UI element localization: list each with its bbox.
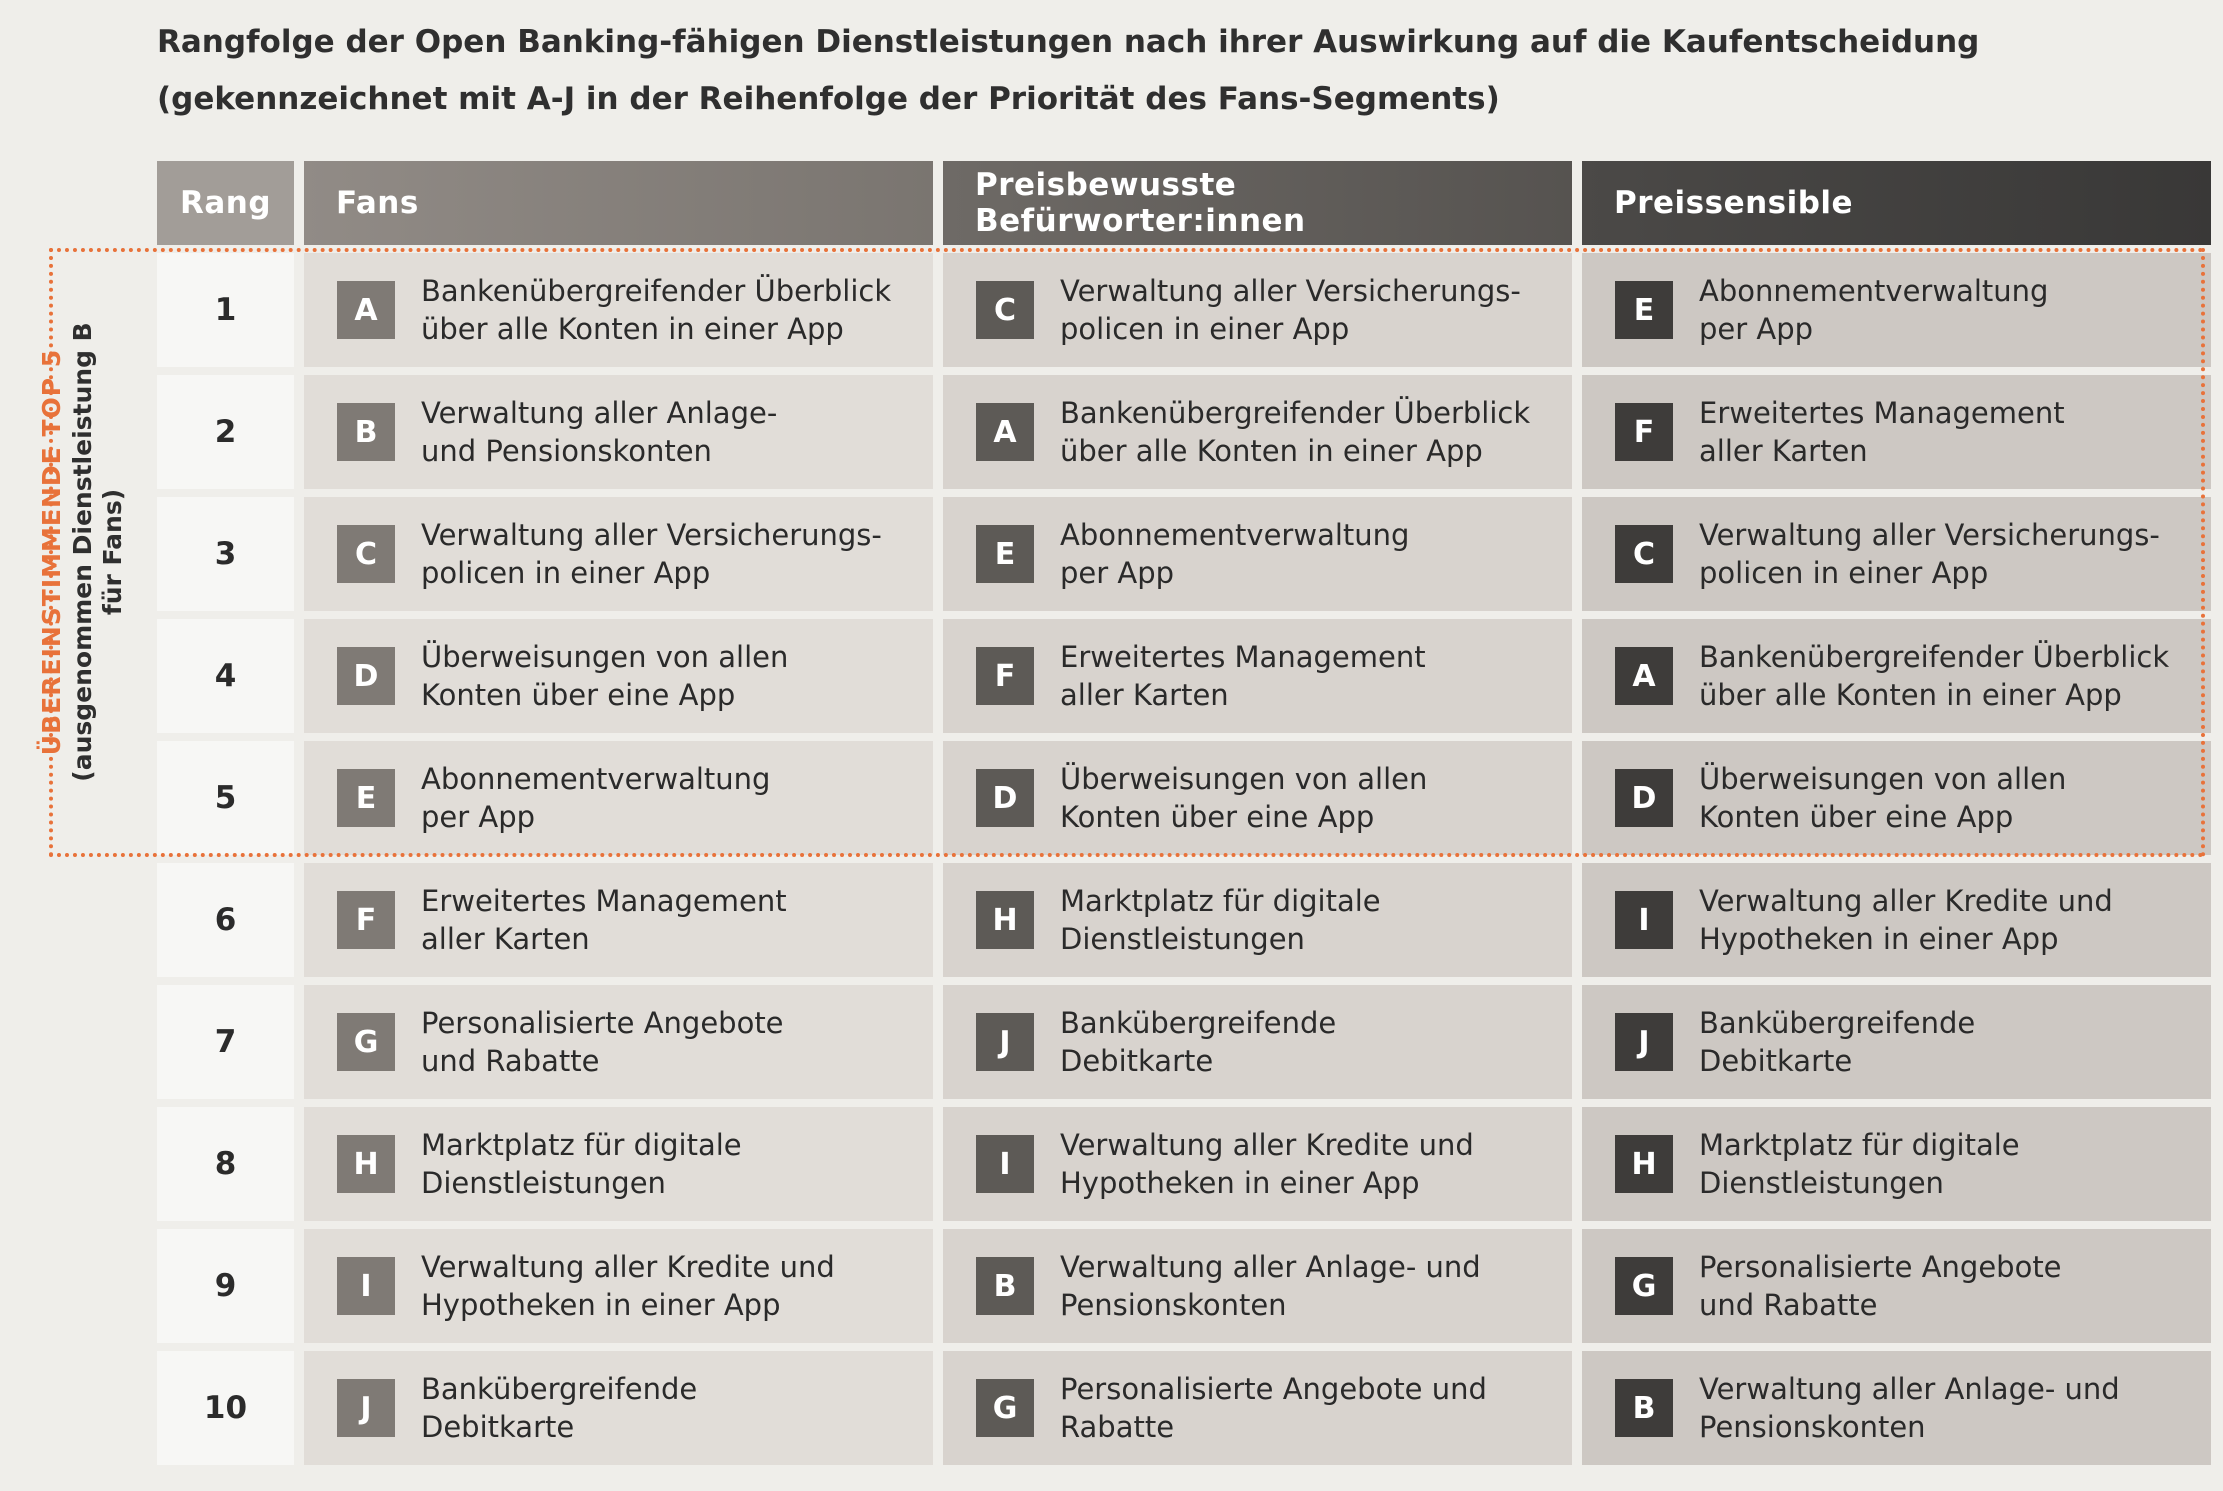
service-name: Marktplatz für digitale Dienstleistungen — [1060, 884, 1381, 956]
service-letter-badge: J — [337, 1379, 395, 1437]
service-letter-badge: C — [976, 281, 1034, 339]
top5-side-label — [22, 202, 142, 902]
service-letter-badge: H — [337, 1135, 395, 1193]
price-conscious-cell — [943, 741, 1572, 855]
service-name: Verwaltung aller Anlage- und Pensionskonten — [1060, 1250, 1481, 1322]
fans-cell — [304, 741, 933, 855]
service-name: Erweitertes Management aller Karten — [1699, 396, 2065, 468]
service-letter-badge: I — [1615, 891, 1673, 949]
service-letter-badge: J — [976, 1013, 1034, 1071]
rank-cell: 4 — [157, 619, 294, 733]
service-name: Marktplatz für digitale Dienstleistungen — [1699, 1128, 2020, 1200]
service-name: Marktplatz für digitale Dienstleistungen — [421, 1128, 742, 1200]
rank-cell: 3 — [157, 497, 294, 611]
service-letter-badge: C — [337, 525, 395, 583]
service-name: Verwaltung aller Anlage- und Pensionskonten — [421, 396, 778, 468]
price-conscious-cell — [943, 253, 1572, 367]
fans-cell — [304, 863, 933, 977]
price-sensitive-cell — [1582, 741, 2211, 855]
top5-label: ÜBEREINSTIMMENDE TOP 5 — [37, 348, 66, 756]
service-letter-badge: E — [337, 769, 395, 827]
rank-cell: 9 — [157, 1229, 294, 1343]
fans-cell — [304, 1351, 933, 1465]
service-name: Erweitertes Management aller Karten — [421, 884, 787, 956]
service-letter-badge: B — [976, 1257, 1034, 1315]
fans-cell — [304, 497, 933, 611]
price-conscious-cell — [943, 1107, 1572, 1221]
service-name: Verwaltung aller Versicherungs- policen in einer App — [1699, 518, 2160, 590]
service-letter-badge: E — [1615, 281, 1673, 339]
price-sensitive-cell — [1582, 253, 2211, 367]
service-name: Verwaltung aller Kredite und Hypotheken in einer App — [1699, 884, 2113, 956]
rank-cell: 2 — [157, 375, 294, 489]
rank-cell: 7 — [157, 985, 294, 1099]
fans-cell — [304, 985, 933, 1099]
service-letter-badge: B — [1615, 1379, 1673, 1437]
service-name: Überweisungen von allen Konten über eine App — [1699, 762, 2067, 834]
fans-cell — [304, 619, 933, 733]
service-name: Erweitertes Management aller Karten — [1060, 640, 1426, 712]
service-name: Verwaltung aller Anlage- und Pensionskonten — [1699, 1372, 2120, 1444]
service-name: Überweisungen von allen Konten über eine App — [1060, 762, 1428, 834]
service-name: Verwaltung aller Kredite und Hypotheken in einer App — [1060, 1128, 1474, 1200]
price-conscious-cell — [943, 497, 1572, 611]
service-name: Abonnementverwaltung per App — [1060, 518, 1410, 590]
price-sensitive-cell — [1582, 497, 2211, 611]
price-sensitive-cell — [1582, 375, 2211, 489]
price-conscious-cell — [943, 619, 1572, 733]
service-name: Personalisierte Angebote und Rabatte — [421, 1006, 784, 1078]
service-letter-badge: I — [976, 1135, 1034, 1193]
service-letter-badge: F — [976, 647, 1034, 705]
fans-cell — [304, 1229, 933, 1343]
service-letter-badge: A — [1615, 647, 1673, 705]
top5-note-line2: für Fans) — [98, 488, 127, 616]
service-letter-badge: G — [976, 1379, 1034, 1437]
service-name: Verwaltung aller Versicherungs- policen in einer App — [421, 518, 882, 590]
service-name: Abonnementverwaltung per App — [421, 762, 771, 834]
rank-cell: 6 — [157, 863, 294, 977]
service-letter-badge: J — [1615, 1013, 1673, 1071]
price-conscious-cell — [943, 985, 1572, 1099]
service-name: Bankenübergreifender Überblick über alle Konten in einer App — [421, 274, 892, 346]
service-name: Personalisierte Angebote und Rabatte — [1060, 1372, 1487, 1444]
service-name: Verwaltung aller Versicherungs- policen in einer App — [1060, 274, 1521, 346]
price-sensitive-cell — [1582, 1351, 2211, 1465]
service-name: Verwaltung aller Kredite und Hypotheken in einer App — [421, 1250, 835, 1322]
fans-cell — [304, 1107, 933, 1221]
price-conscious-cell — [943, 863, 1572, 977]
service-letter-badge: G — [337, 1013, 395, 1071]
header-price-sensitive: Preissensible — [1582, 161, 2211, 245]
service-letter-badge: D — [337, 647, 395, 705]
price-conscious-cell — [943, 375, 1572, 489]
price-sensitive-cell — [1582, 1107, 2211, 1221]
service-letter-badge: A — [337, 281, 395, 339]
service-letter-badge: A — [976, 403, 1034, 461]
top5-note-line1: (ausgenommen Dienstleistung B — [68, 322, 97, 782]
service-name: Bankenübergreifender Überblick über alle Konten in einer App — [1699, 640, 2170, 712]
header-fans: Fans — [304, 161, 933, 245]
service-letter-badge: G — [1615, 1257, 1673, 1315]
fans-cell — [304, 253, 933, 367]
page-title: Rangfolge der Open Banking-fähigen Dienstleistungen nach ihrer Auswirkung auf die Kaufentscheidung (gekennzeichnet mit A-J in der Reihenfolge der Priorität des Fans-Segments) — [157, 24, 1980, 117]
rank-cell: 1 — [157, 253, 294, 367]
header-price-conscious: Preisbewusste Befürworter:innen — [943, 161, 1572, 245]
service-name: Bankenübergreifender Überblick über alle Konten in einer App — [1060, 396, 1531, 468]
service-letter-badge: D — [1615, 769, 1673, 827]
service-letter-badge: D — [976, 769, 1034, 827]
price-conscious-cell — [943, 1351, 1572, 1465]
service-letter-badge: C — [1615, 525, 1673, 583]
price-sensitive-cell — [1582, 985, 2211, 1099]
service-letter-badge: F — [1615, 403, 1673, 461]
service-name: Bankübergreifende Debitkarte — [1699, 1006, 1976, 1078]
price-sensitive-cell — [1582, 863, 2211, 977]
rank-cell: 10 — [157, 1351, 294, 1465]
price-conscious-cell — [943, 1229, 1572, 1343]
service-letter-badge: H — [1615, 1135, 1673, 1193]
rank-cell: 8 — [157, 1107, 294, 1221]
fans-cell — [304, 375, 933, 489]
service-letter-badge: I — [337, 1257, 395, 1315]
price-sensitive-cell — [1582, 619, 2211, 733]
service-letter-badge: B — [337, 403, 395, 461]
service-name: Personalisierte Angebote und Rabatte — [1699, 1250, 2062, 1322]
rank-cell: 5 — [157, 741, 294, 855]
service-name: Bankübergreifende Debitkarte — [421, 1372, 698, 1444]
service-name: Überweisungen von allen Konten über eine App — [421, 640, 789, 712]
service-letter-badge: H — [976, 891, 1034, 949]
service-name: Bankübergreifende Debitkarte — [1060, 1006, 1337, 1078]
header-rank: Rang — [157, 161, 294, 245]
service-name: Abonnementverwaltung per App — [1699, 274, 2049, 346]
price-sensitive-cell — [1582, 1229, 2211, 1343]
service-letter-badge: E — [976, 525, 1034, 583]
service-letter-badge: F — [337, 891, 395, 949]
ranking-table — [157, 161, 2201, 1465]
